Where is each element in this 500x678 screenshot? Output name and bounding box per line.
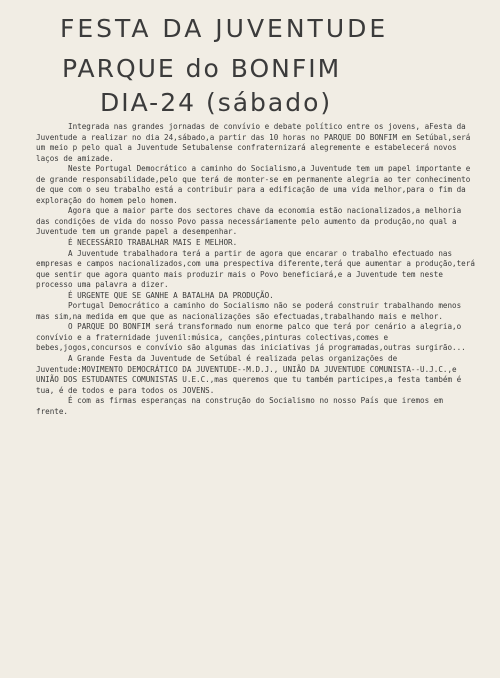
- document-title: FESTA DA JUVENTUDE: [60, 14, 389, 43]
- paragraph-organizers: A Grande Festa da Juventude de Setúbal é realizada pelas organizações de Juventude:MOVIMENTO DEMOCRÁTICO DA JUVENTUDE--M.D.J., UNIÃO DA JUVENTUDE COMUNISTA--U.J.C.,e UNIÃO DOS ESTUDANTES COMUNISTAS U.E.C.,mas queremos que tu também participes,a festa também é tua, é de todos e para todos os JOVENS.: [36, 354, 462, 395]
- paragraph-working-youth: A Juventude trabalhadora terá a partir de agora que encarar o trabalho efectuado nas empresas e campos nacionalizados,com uma prespectiva diferente,terá que aumentar a produção,terá que sentir que agora quanto mais produzir mais o Povo beneficiará,e a Juventude tem neste processo uma palavra a dizer.: [36, 248, 475, 290]
- paragraph-democratic-portugal: Portugal Democrático a caminho do Socialismo não se poderá construir trabalhando menos mas sim,na medida em que que as nacionalizações são efectuadas,trabalhando mais e melhor.: [36, 301, 462, 321]
- slogan-production-battle: É URGENTE QUE SE GANHE A BATALHA DA PRODUÇÃO.: [68, 290, 274, 300]
- paragraph-socialism: Neste Portugal Democrático a caminho do Socialismo,a Juventude tem um papel importante e de grande responsabilidade,pelo que terá de monter-se em permanente alegria ao ter conhecimento de que com o seu trabalho está a contribuir para a edificação de uma vida melhor,para o fim da exploração do homem pelo homem.: [36, 164, 471, 205]
- date-heading: DIA-24 (sábado): [100, 88, 333, 117]
- paragraph-parque-bonfim: O PARQUE DO BONFIM será transformado num enorme palco que terá por cenário a alegria,o convívio e a fraternidade juvenil:música, canções,pinturas colectivas,comes e bebes,jogos,concursos e convívio são algumas das iniciativas já programadas,outras surgirão...: [36, 322, 466, 353]
- paragraph-intro: Integrada nas grandes jornadas de convívio e debate político entre os jovens, aFesta da Juventude a realizar no dia 24,sábado,a partir das 10 horas no PARQUE DO BONFIM em Setúbal,será um meio p pelo qual a Juventude Setubalense confraternizará alegremente e estabelecerá novos laços de amizade.: [36, 122, 471, 163]
- slogan-work-more: É NECESSÁRIO TRABALHAR MAIS E MELHOR.: [68, 238, 238, 248]
- venue-heading: PARQUE do BONFIM: [62, 54, 342, 83]
- paragraph-production: Agora que a maior parte dos sectores chave da economia estão nacionalizados,a melhoria das condições de vida do nosso Povo passa necessáriamente pelo aumento da produção,no qual a Juventude tem um grande papel a desempenhar.: [36, 206, 462, 237]
- body-text: [36, 122, 476, 417]
- paragraph-closing: É com as firmas esperanças na construção do Socialismo no nosso País que iremos em frente.: [36, 396, 443, 416]
